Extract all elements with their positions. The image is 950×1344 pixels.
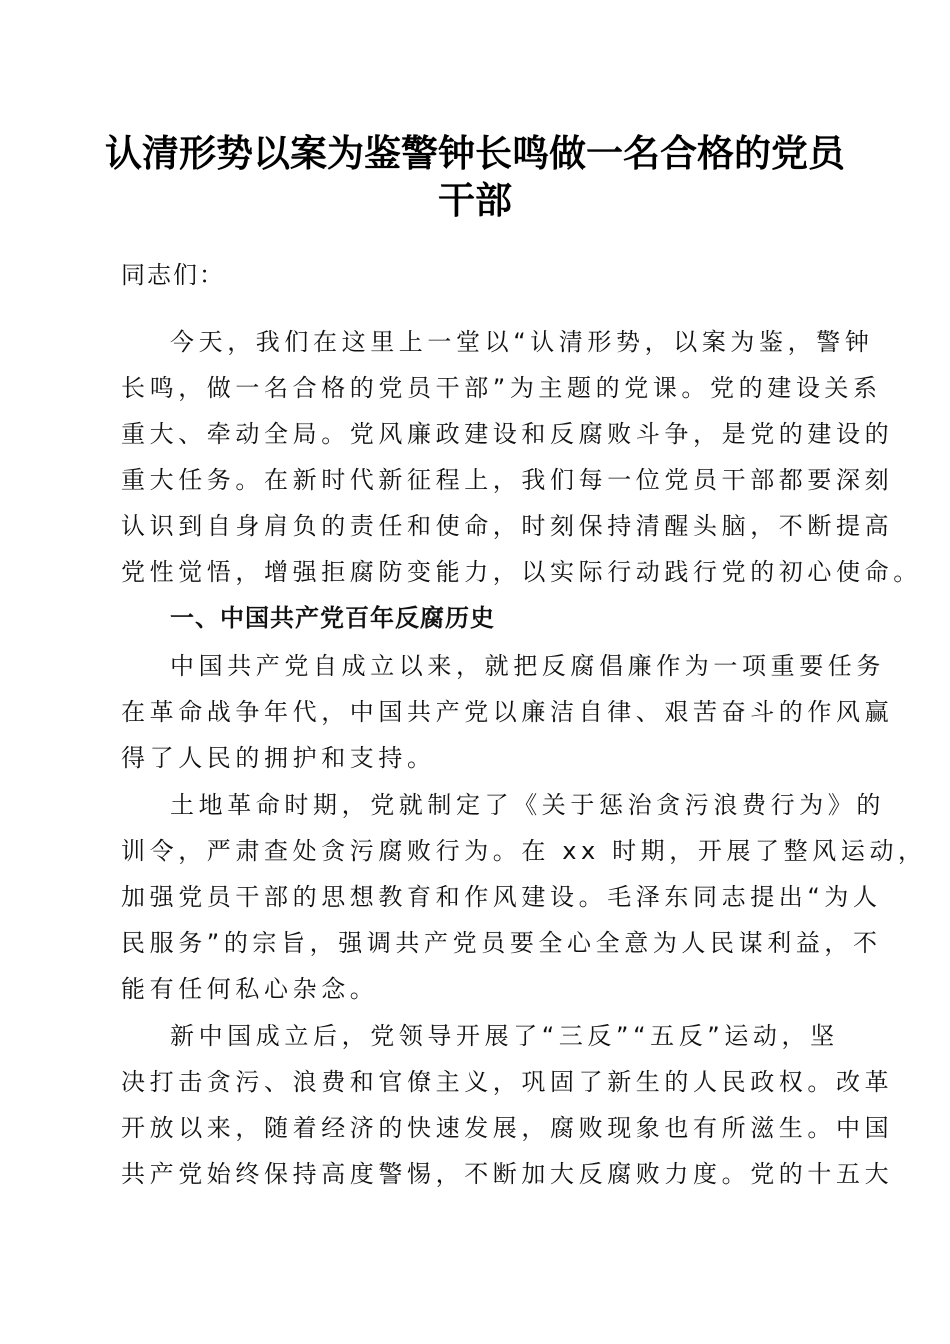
paragraph-line: 重大任务。在新时代新征程上，我们每一位党员干部都要深刻 bbox=[121, 466, 894, 494]
paragraph-line: 新中国成立后，党领导开展了“三反”“五反”运动，坚 bbox=[170, 1022, 839, 1050]
paragraph-line: 在革命战争年代，中国共产党以廉洁自律、艰苦奋斗的作风赢 bbox=[121, 698, 894, 726]
paragraph-line: 中国共产党自成立以来，就把反腐倡廉作为一项重要任务 bbox=[170, 652, 885, 680]
paragraph-line: 得了人民的拥护和支持。 bbox=[121, 744, 436, 772]
paragraph-line: 决打击贪污、浪费和官僚主义，巩固了新生的人民政权。改革 bbox=[121, 1068, 894, 1096]
paragraph-line: 今天，我们在这里上一堂以“认清形势，以案为鉴，警钟 bbox=[170, 328, 874, 356]
title-line-2: 干部 bbox=[438, 178, 512, 222]
paragraph-line: 训令，严肃查处贪污腐败行为。在 xx 时期，开展了整风运动， bbox=[121, 837, 927, 865]
paragraph-line: 民服务”的宗旨，强调共产党员要全心全意为人民谋利益，不 bbox=[121, 929, 882, 957]
paragraph-line: 重大、牵动全局。党风廉政建设和反腐败斗争，是党的建设的 bbox=[121, 420, 894, 448]
page-title bbox=[100, 130, 850, 224]
paragraph-line: 共产党始终保持高度警惕，不断加大反腐败力度。党的十五大 bbox=[121, 1160, 894, 1188]
salutation: 同志们： bbox=[121, 261, 225, 289]
paragraph-line: 能有任何私心杂念。 bbox=[121, 975, 379, 1003]
paragraph-line: 党性觉悟，增强拒腐防变能力，以实际行动践行党的初心使命。 bbox=[121, 558, 922, 586]
paragraph-line: 土地革命时期，党就制定了《关于惩治贪污浪费行为》的 bbox=[170, 791, 885, 819]
paragraph-line: 认识到自身肩负的责任和使命，时刻保持清醒头脑，不断提高 bbox=[121, 512, 894, 540]
section-heading: 一、中国共产党百年反腐历史 bbox=[170, 604, 495, 632]
paragraph-line: 开放以来，随着经济的快速发展，腐败现象也有所滋生。中国 bbox=[121, 1114, 894, 1142]
title-line-1: 认清形势以案为鉴警钟长鸣做一名合格的党员 bbox=[105, 131, 845, 175]
paragraph-line: 长鸣，做一名合格的党员干部”为主题的党课。党的建设关系 bbox=[121, 374, 882, 402]
paragraph-line: 加强党员干部的思想教育和作风建设。毛泽东同志提出“为人 bbox=[121, 883, 882, 911]
